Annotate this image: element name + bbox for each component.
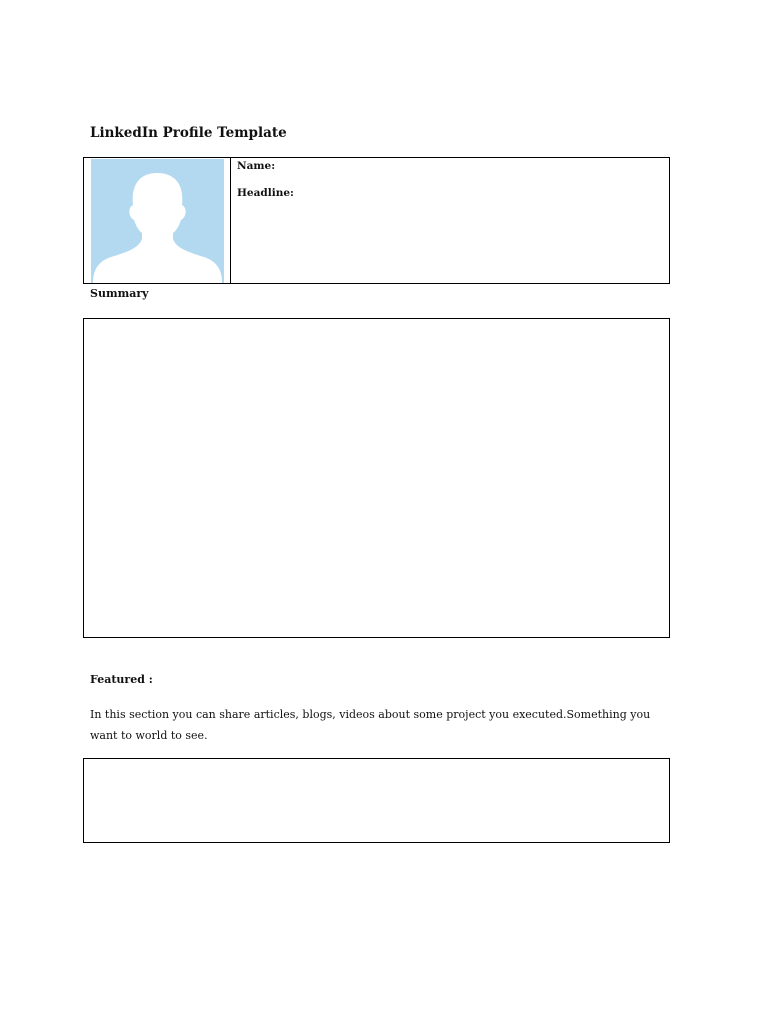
avatar-silhouette-icon: [91, 159, 224, 283]
profile-box: [83, 157, 670, 284]
summary-box[interactable]: [83, 318, 670, 638]
profile-photo-placeholder: [91, 159, 224, 283]
document-title: LinkedIn Profile Template: [90, 125, 287, 141]
featured-label: Featured :: [90, 673, 153, 686]
name-label: Name:: [237, 160, 276, 172]
summary-label: Summary: [90, 287, 149, 300]
featured-description: In this section you can share articles, blogs, videos about some project you executed.Something you want to world to see.: [90, 708, 651, 742]
featured-box[interactable]: [83, 758, 670, 843]
photo-cell: [84, 158, 231, 283]
headline-label: Headline:: [237, 187, 294, 199]
